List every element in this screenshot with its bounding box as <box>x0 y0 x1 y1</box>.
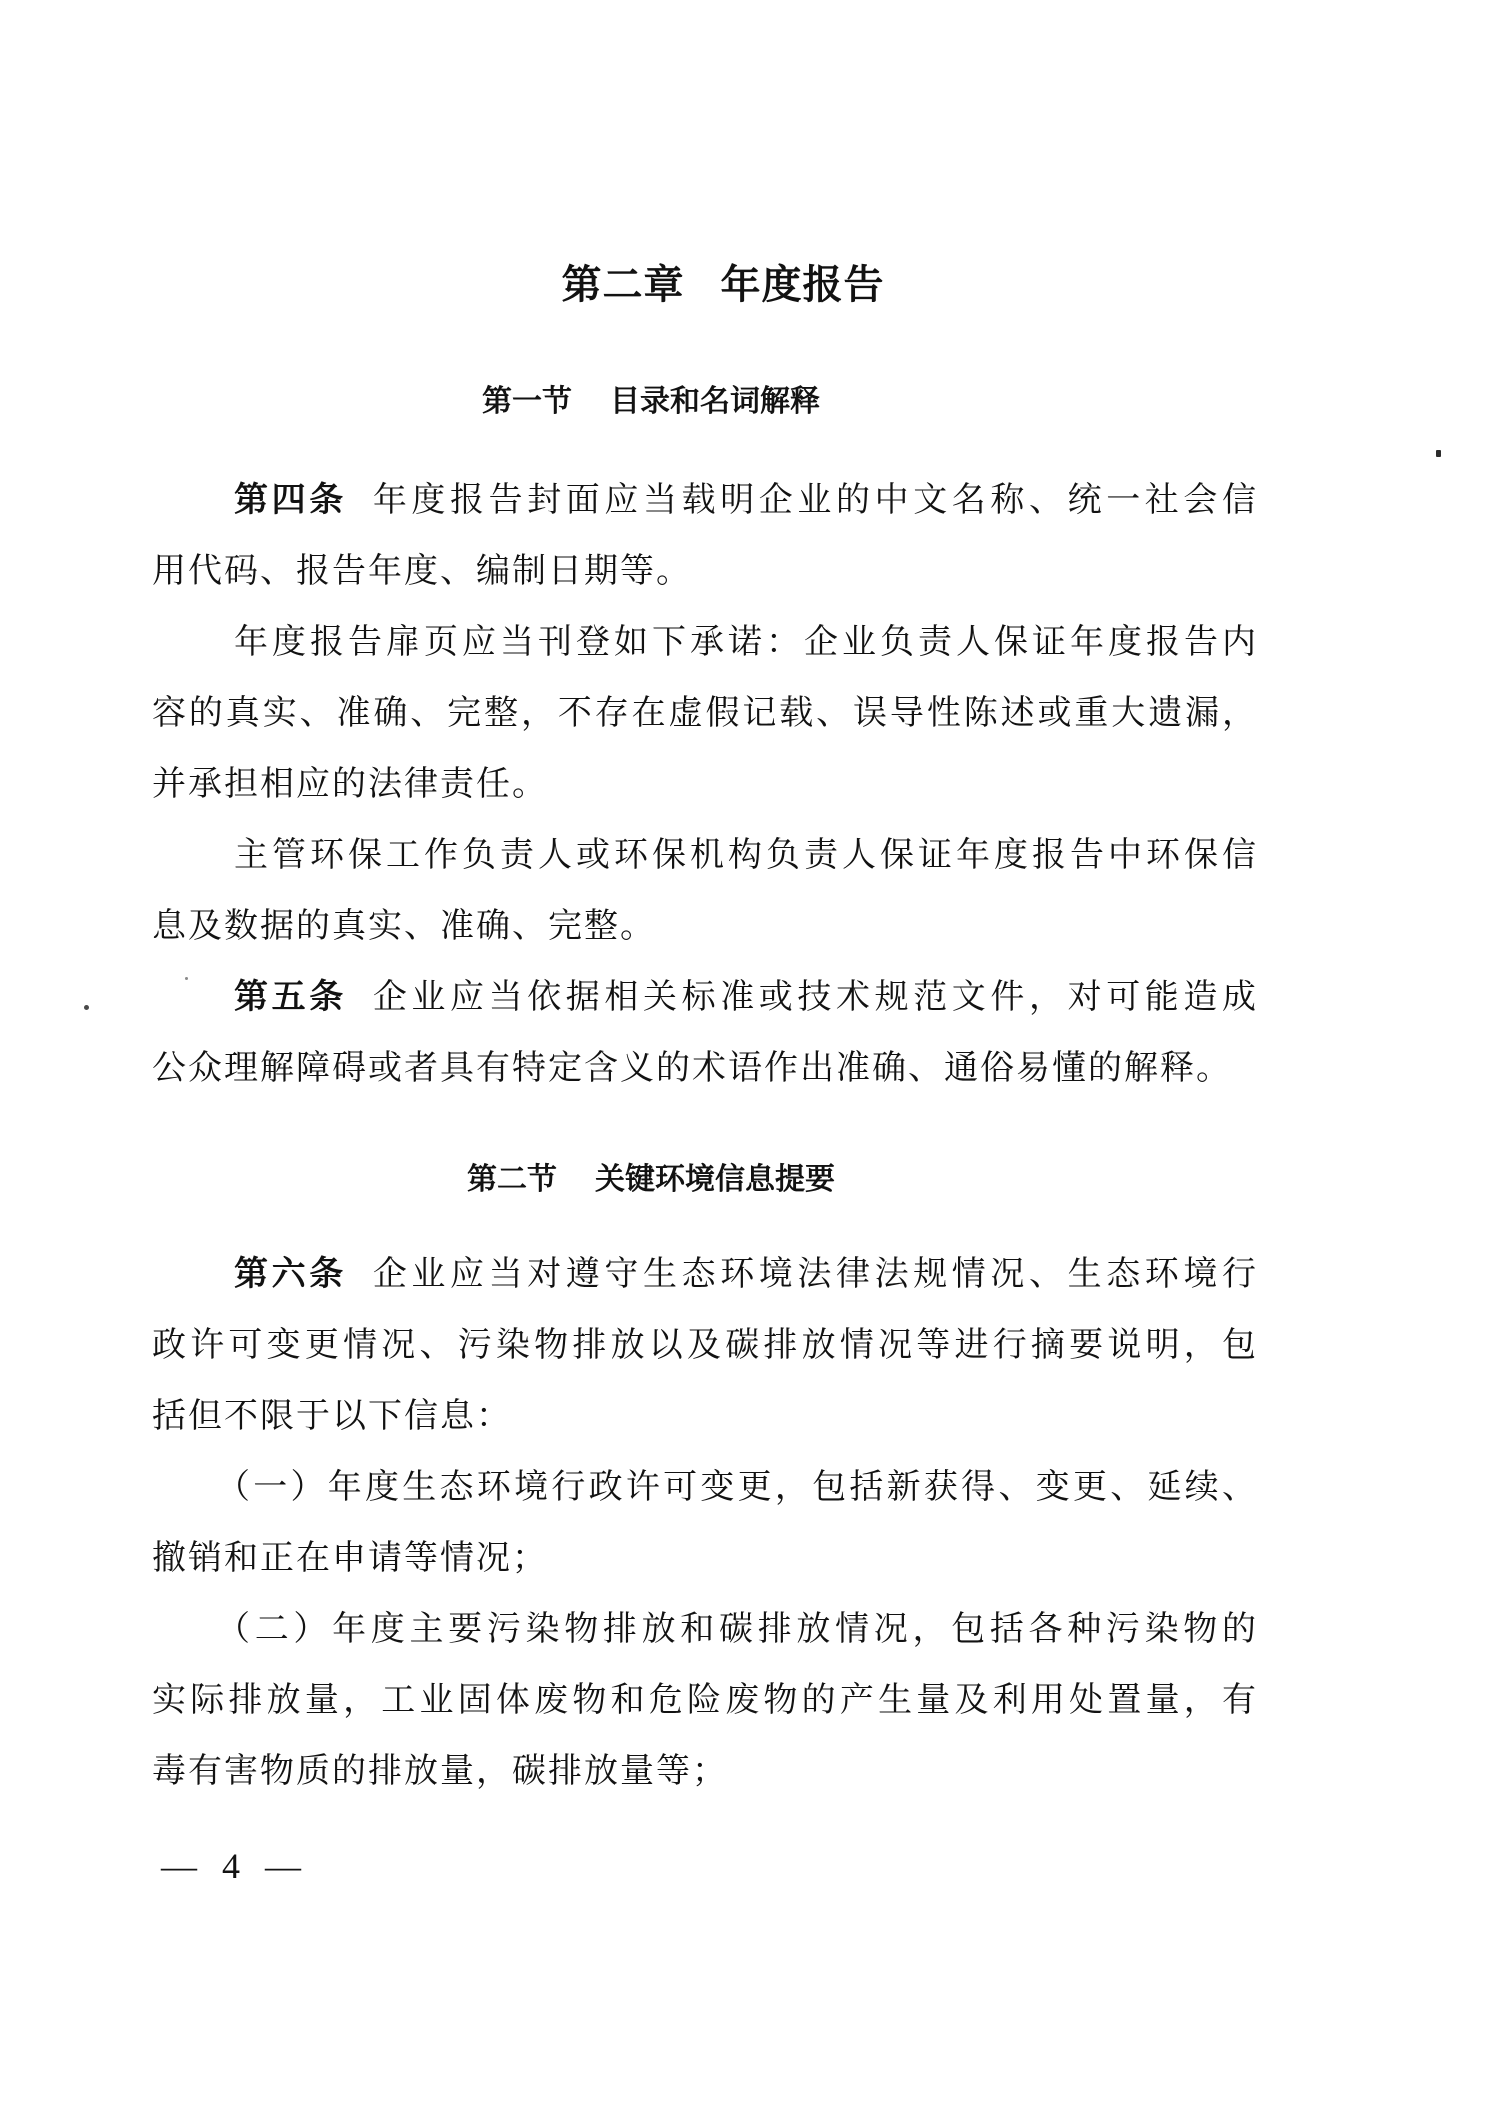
scan-speck <box>84 1005 89 1010</box>
text-line <box>152 1523 1258 1594</box>
paragraph-item-2 <box>152 1594 1258 1807</box>
article-6-number: 第六条 <box>234 1256 347 1293</box>
text-line <box>152 678 1258 749</box>
text-line <box>152 1310 1258 1381</box>
article-5-number: 第五条 <box>234 979 347 1016</box>
text-line-content: （二）年度主要污染物排放和碳排放情况，包括各种污染物的 <box>216 1611 1258 1648</box>
chapter-heading <box>170 259 1276 311</box>
article-4-number: 第四条 <box>234 482 347 519</box>
text-line <box>152 1736 1258 1807</box>
text-line <box>152 465 1258 536</box>
chapter-title: 年度报告 <box>720 263 885 307</box>
section-heading-2 <box>98 1157 1204 1203</box>
text-line-content: 毒有害物质的排放量，碳排放量等； <box>152 1753 728 1790</box>
text-line-content: 公众理解障碍或者具有特定含义的术语作出准确、通俗易懂的解释。 <box>152 1050 1232 1087</box>
text-line-content: 括但不限于以下信息： <box>152 1398 512 1435</box>
text-line <box>152 891 1258 962</box>
text-line <box>152 1033 1258 1104</box>
text-line-content: 年度报告扉页应当刊登如下承诺：企业负责人保证年度报告内 <box>234 624 1258 661</box>
section-2-body <box>152 1239 1258 1807</box>
text-line-content: 企业应当依据相关标准或技术规范文件，对可能造成 <box>372 979 1258 1016</box>
scan-speck <box>185 977 188 980</box>
text-line <box>152 1239 1258 1310</box>
footer-page-number: — 4 — <box>161 1846 302 1886</box>
text-line-content: 容的真实、准确、完整，不存在虚假记载、误导性陈述或重大遗漏， <box>152 695 1258 732</box>
text-line-content: 主管环保工作负责人或环保机构负责人保证年度报告中环保信 <box>234 837 1258 874</box>
section-1-body <box>152 465 1258 1104</box>
section-1-number: 第一节 <box>482 385 572 418</box>
text-line <box>152 536 1258 607</box>
text-line <box>152 607 1258 678</box>
section-1-title: 目录和名词解释 <box>610 385 820 418</box>
text-line <box>152 1665 1258 1736</box>
text-line-content: 并承担相应的法律责任。 <box>152 766 548 803</box>
text-line-content: 政许可变更情况、污染物排放以及碳排放情况等进行摘要说明，包 <box>152 1327 1258 1364</box>
paragraph-article-5 <box>152 962 1258 1104</box>
text-line <box>152 962 1258 1033</box>
text-line <box>152 1452 1258 1523</box>
paragraph-item-1 <box>152 1452 1258 1594</box>
text-line <box>152 1594 1258 1665</box>
section-heading-1 <box>98 379 1204 425</box>
text-line <box>152 820 1258 891</box>
text-line-content: 息及数据的真实、准确、完整。 <box>152 908 656 945</box>
text-line <box>152 749 1258 820</box>
text-line-content: 用代码、报告年度、编制日期等。 <box>152 553 692 590</box>
paragraph-commitment <box>152 607 1258 820</box>
paragraph-article-4 <box>152 465 1258 607</box>
section-2-title: 关键环境信息提要 <box>595 1163 835 1196</box>
paragraph-env-responsible <box>152 820 1258 962</box>
text-line-content: 企业应当对遵守生态环境法律法规情况、生态环境行 <box>372 1256 1258 1293</box>
text-line-content: 实际排放量，工业固体废物和危险废物的产生量及利用处置量，有 <box>152 1682 1258 1719</box>
text-line <box>152 1381 1258 1452</box>
text-line-content: （一）年度生态环境行政许可变更，包括新获得、变更、延续、 <box>216 1469 1258 1506</box>
text-column <box>152 0 1258 1807</box>
scan-speck <box>1436 450 1441 457</box>
section-2-number: 第二节 <box>467 1163 557 1196</box>
chapter-number: 第二章 <box>561 263 685 307</box>
paragraph-article-6 <box>152 1239 1258 1452</box>
text-line-content: 年度报告封面应当载明企业的中文名称、统一社会信 <box>372 482 1258 519</box>
text-line-content: 撤销和正在申请等情况； <box>152 1540 548 1577</box>
